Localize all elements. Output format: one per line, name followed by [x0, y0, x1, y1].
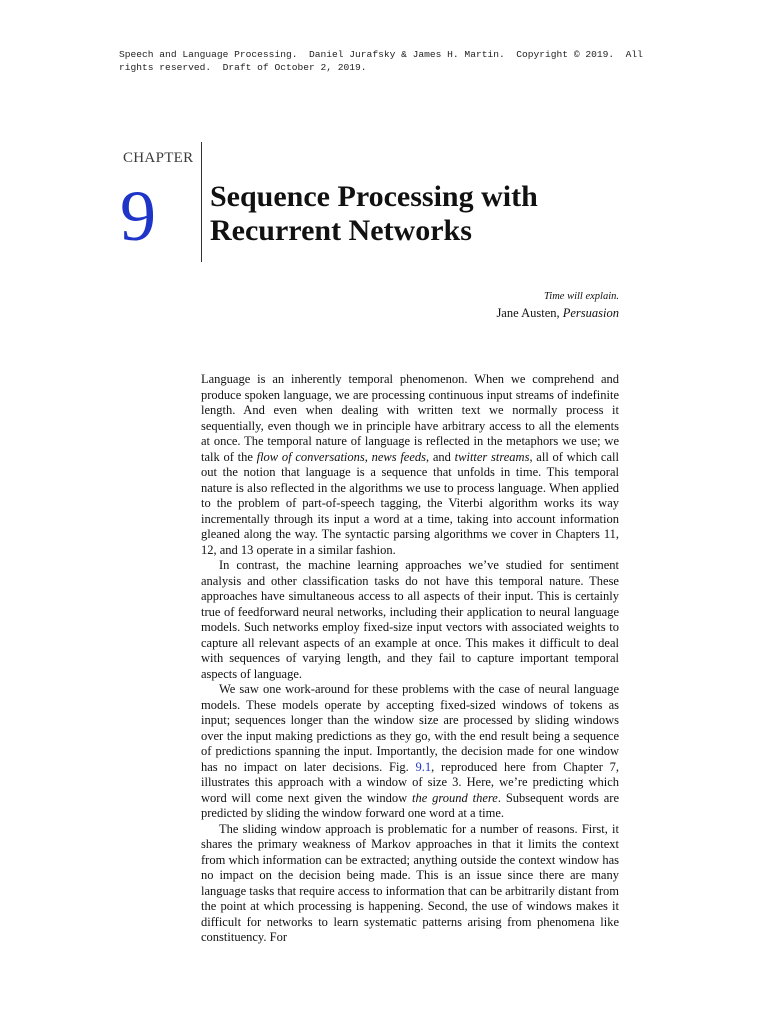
body-text [201, 372, 619, 946]
epigraph [380, 289, 619, 321]
chapter-divider [201, 142, 202, 262]
paragraph [201, 682, 619, 822]
paragraph: The sliding window approach is problematic for a number of reasons. First, it shares the primary weakness of Markov approaches in that it limits the context from which information can be extracted; anything outside the context window has no impact on the decision being made. This is an issue since there are many language tasks that require access to information that can be arbitrarily distant from the point at which processing is happening. Second, the use of windows makes it difficult for networks to learn systematic patterns arising from phenomena like constituency. For [201, 821, 619, 944]
draft-header [119, 48, 643, 74]
emphasis: news feeds [371, 449, 427, 464]
epigraph-work: Persuasion [562, 306, 619, 320]
text-run: , all of which call out the notion that language is a sequence that unfolds in time. This temporal nature is also reflected in the algorithms we use to process language. When applied to the problem of part-of-speech tagging, the Viterbi algorithm works its way incrementally through its input a word at a time, taking into account information gleaned along the way. The syntactic parsing algorithms we cover in Chapters 11, 12, and 13 operate in a similar fashion. [201, 449, 619, 557]
chapter-number: 9 [120, 176, 156, 256]
text-run: Language is an inherently temporal phenomenon. When we comprehend and produce spoken language, we are processing continuous input streams of indefinite length. And even when dealing with written text we normally process it sequentially, even though we in principle have arbitrary access to all the elements at once. The temporal nature of language is reflected in the metaphors we use; we talk of the [201, 372, 619, 464]
chapter-title-line: Sequence Processing with [210, 180, 538, 213]
emphasis: twitter streams [454, 449, 530, 464]
chapter-title [210, 180, 617, 248]
epigraph-author: Jane Austen, [496, 306, 563, 320]
epigraph-source [380, 305, 619, 321]
text-run: , and [426, 449, 455, 464]
draft-header-line: rights reserved. Draft of October 2, 2019. [119, 62, 367, 73]
paragraph [201, 372, 619, 558]
emphasis: flow of conversations [256, 449, 365, 464]
chapter-title-line: Recurrent Networks [210, 214, 472, 247]
text-run: , reproduced here from Chapter 7, illustrates this approach with a window of size 3. Here, we’re predicting which word will come next given the window [201, 759, 619, 805]
epigraph-quote: Time will explain. [544, 291, 619, 302]
paragraph: In contrast, the machine learning approaches we’ve studied for sentiment analysis and other classification tasks do not have this temporal nature. These approaches have simultaneous access to all aspects of their input. This is certainly true of feedforward neural networks, including their application to neural language models. Such networks employ fixed-size input vectors with associated weights to capture all relevant aspects of an example at once. This makes it difficult to deal with sequences of varying length, and they fail to capture important temporal aspects of language. [201, 558, 619, 681]
draft-header-line: Speech and Language Processing. Daniel Jurafsky & James H. Martin. Copyright © 2019. All [119, 49, 643, 60]
text-run: We saw one work-around for these problems with the case of neural language models. These models operate by accepting fixed-sized windows of tokens as input; sequences longer than the window size are processed by sliding windows over the input making predictions as they go, with the end result being a sequence of predictions spanning the input. Importantly, the decision made for one window has no impact on later decisions. Fig. [201, 682, 619, 774]
text-run: , [364, 449, 372, 464]
figure-reference-link[interactable]: 9.1 [415, 759, 432, 774]
emphasis: the ground there [412, 790, 498, 805]
text-run: . Subsequent words are predicted by sliding the window forward one word at a time. [201, 790, 620, 820]
chapter-label: CHAPTER [123, 150, 194, 166]
